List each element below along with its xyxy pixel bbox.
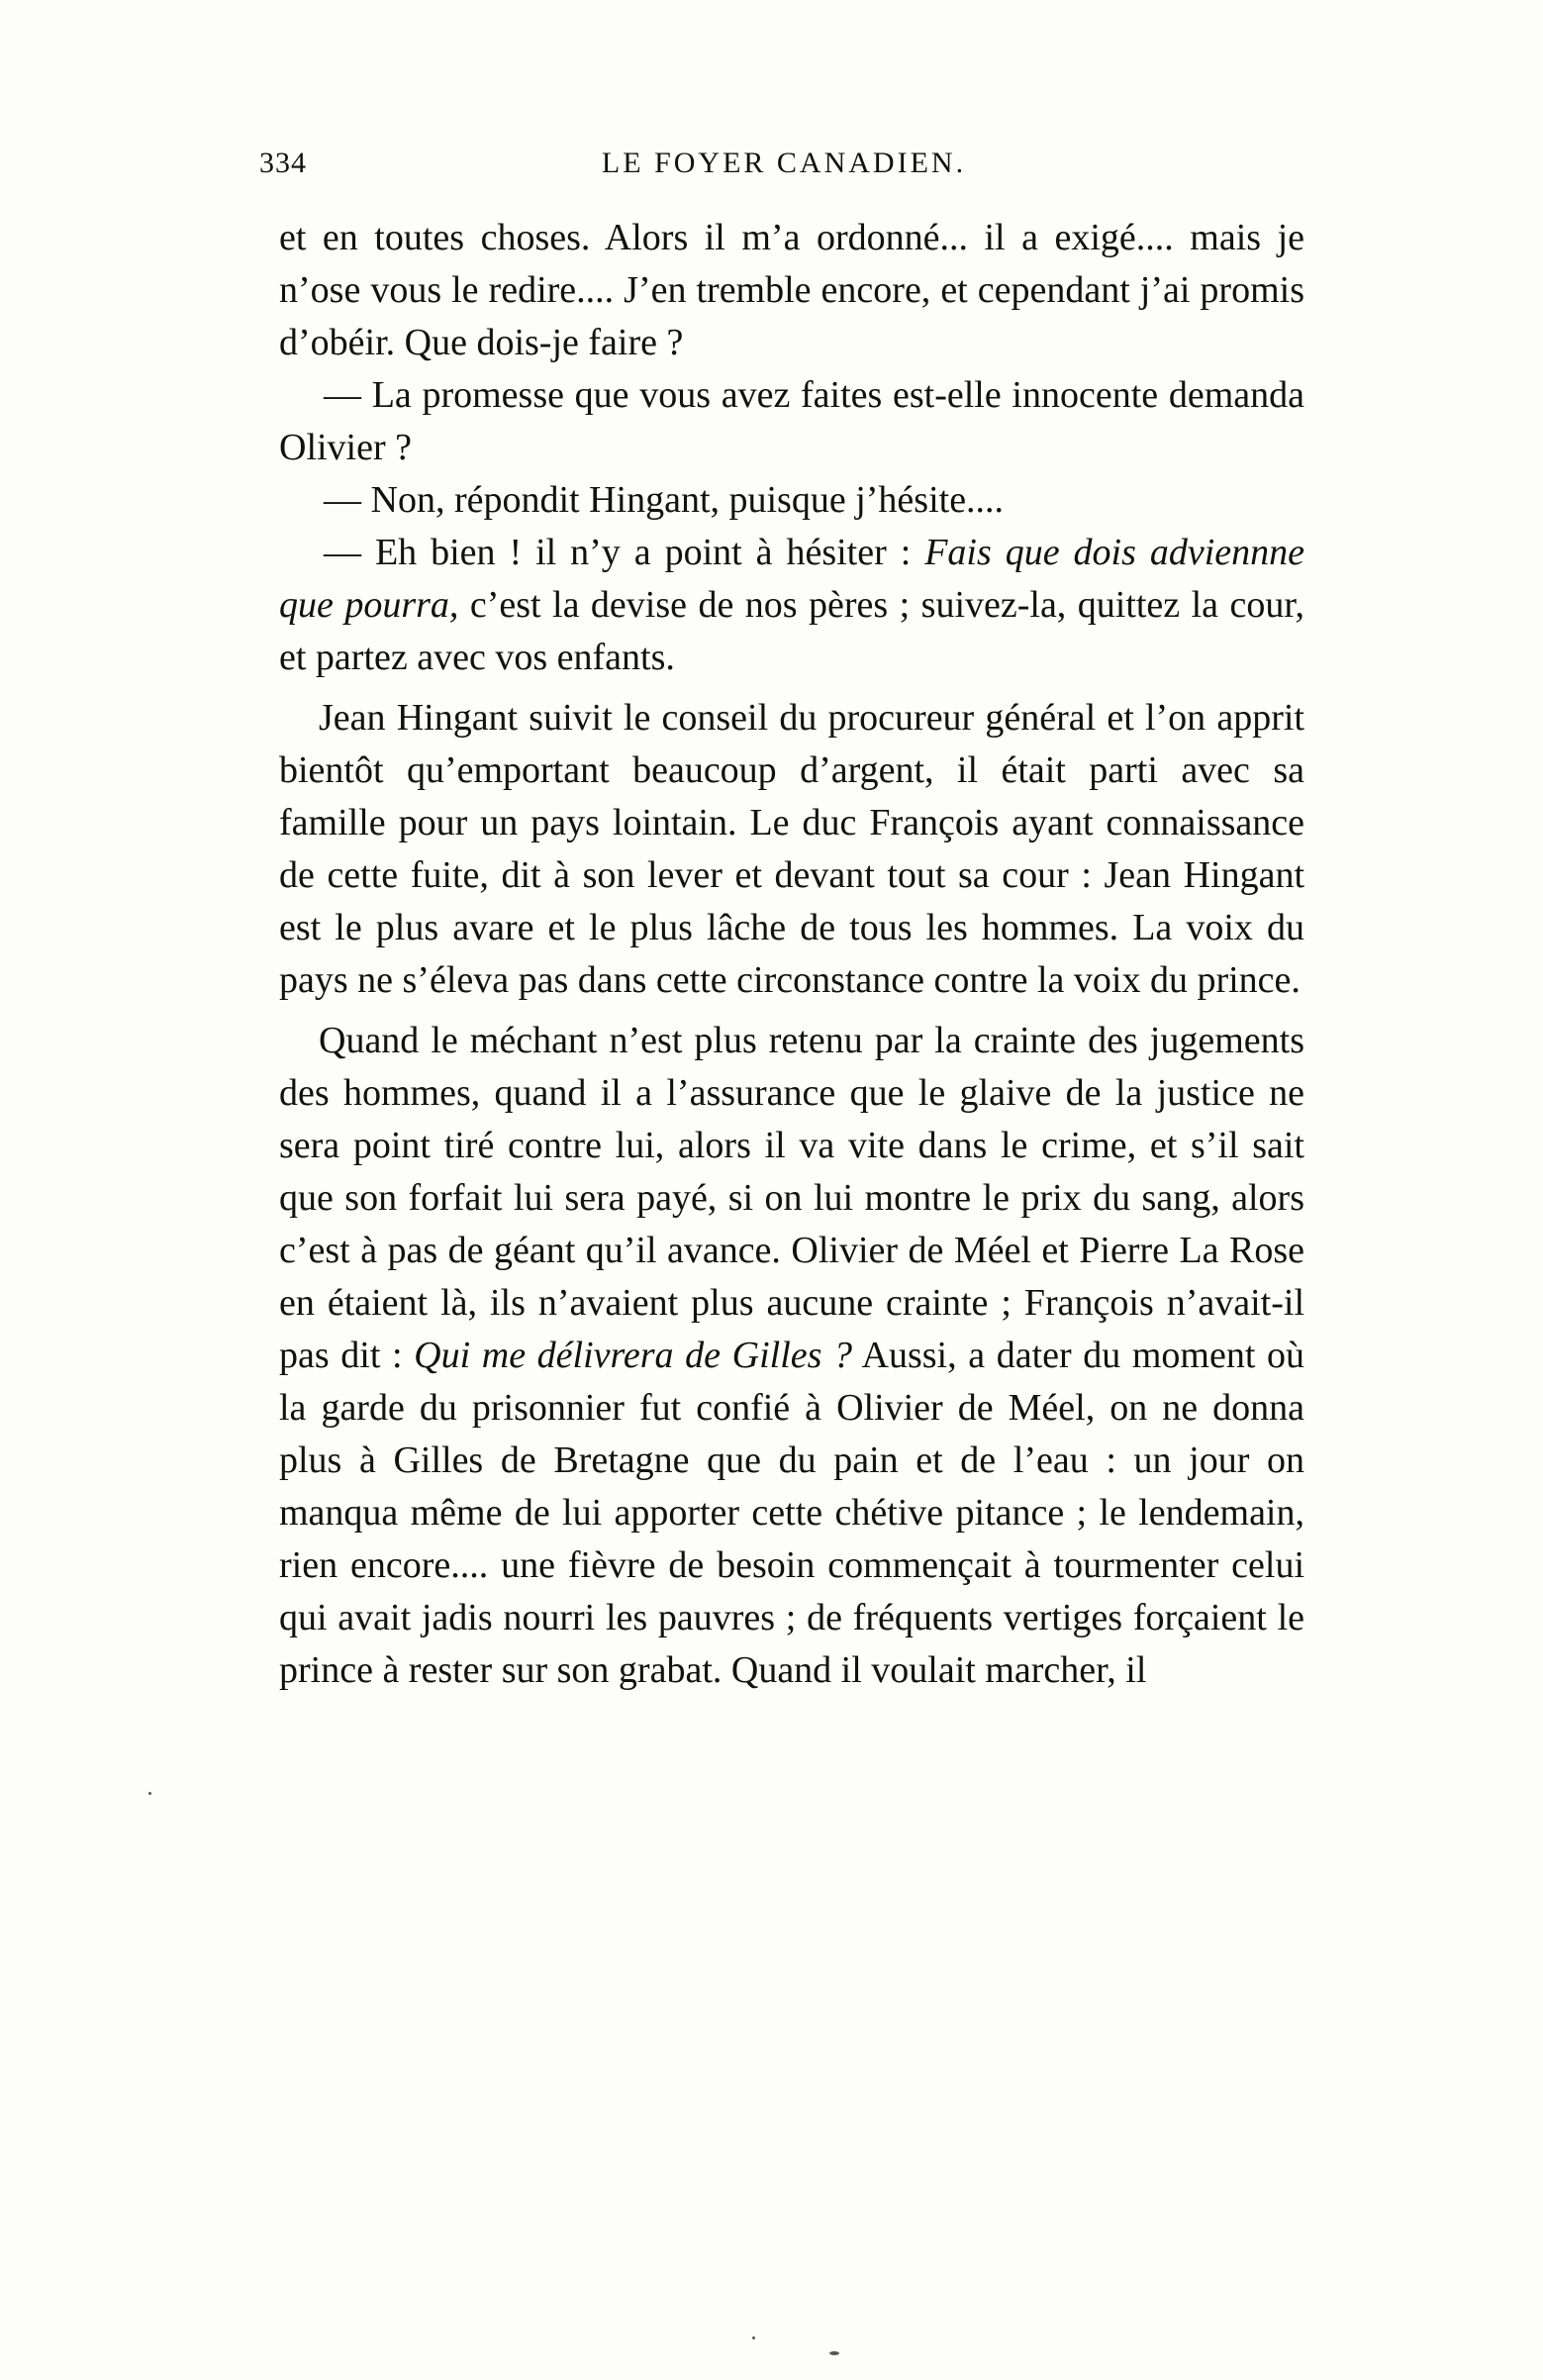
print-speck (752, 2336, 755, 2339)
motto-italic: Fais que dois adviennne que pourra, (279, 532, 1304, 626)
paragraph-3: — Non, répondit Hingant, puisque j’hésite.... (324, 479, 1005, 521)
paragraph-4-text-end: c’est la devise de nos pères ; suivez-la, quittez la cour, et partez avec vos enfants. (279, 584, 1304, 678)
paragraph-2: — La promesse que vous avez faites est-elle innocente demanda Olivier ? (279, 374, 1304, 468)
running-title: LE FOYER CANADIEN. (601, 147, 967, 179)
print-speck (148, 1792, 151, 1795)
paragraph-1: et en toutes choses. Alors il m’a ordonné... il a exigé.... mais je n’ose vous le redire.... J’en tremble encore, et cependant j’ai promis d’obéir. Que dois-je faire ? (279, 217, 1304, 363)
paragraph-6 (279, 1015, 1304, 1697)
print-speck (829, 2351, 839, 2355)
body-text (279, 212, 1304, 1697)
quote-italic: Qui me délivrera de Gilles ? (414, 1335, 853, 1376)
paragraph-5: Jean Hingant suivit le conseil du procureur général et l’on apprit bientôt qu’emportant beaucoup d’argent, il était parti avec sa famille pour un pays lointain. Le duc François ayant connaissance de cette fuite, dit à son lever et devant tout sa cour : Jean Hingant est le plus avare et le plus lâche de tous les hommes. La voix du pays ne s’éleva pas dans cette circonstance contre la voix du prince. (279, 697, 1304, 1001)
paragraph-6-text-start: Quand le méchant n’est plus retenu par la crainte des jugements des hommes, quand il a l’assurance que le glaive de la justice ne sera point tiré contre lui, alors il va vite dans le crime, et s’il sait que son forfait lui sera payé, si on lui montre le prix du sang, alors c’est à pas de géant qu’il avance. Olivier de Méel et Pierre La Rose en étaient là, ils n’avaient plus aucune crainte ; François n’avait-il pas dit : (279, 1020, 1304, 1376)
running-head (259, 147, 1308, 196)
paragraph-4-text-start: — Eh bien ! il n’y a point à hésiter : (324, 532, 925, 573)
paragraph-6-text-end: Aussi, a dater du moment où la garde du prisonnier fut confié à Olivier de Méel, on ne donna plus à Gilles de Bretagne que du pain et de l’eau : un jour on manqua même de lui apporter cette chétive pitance ; le lendemain, rien encore.... une fièvre de besoin commençait à tourmenter celui qui avait jadis nourri les pauvres ; de fréquents vertiges forçaient le prince à rester sur son grabat. Quand il voulait marcher, il (279, 1335, 1305, 1691)
page-number: 334 (259, 147, 307, 179)
paragraph-4 (279, 527, 1304, 684)
